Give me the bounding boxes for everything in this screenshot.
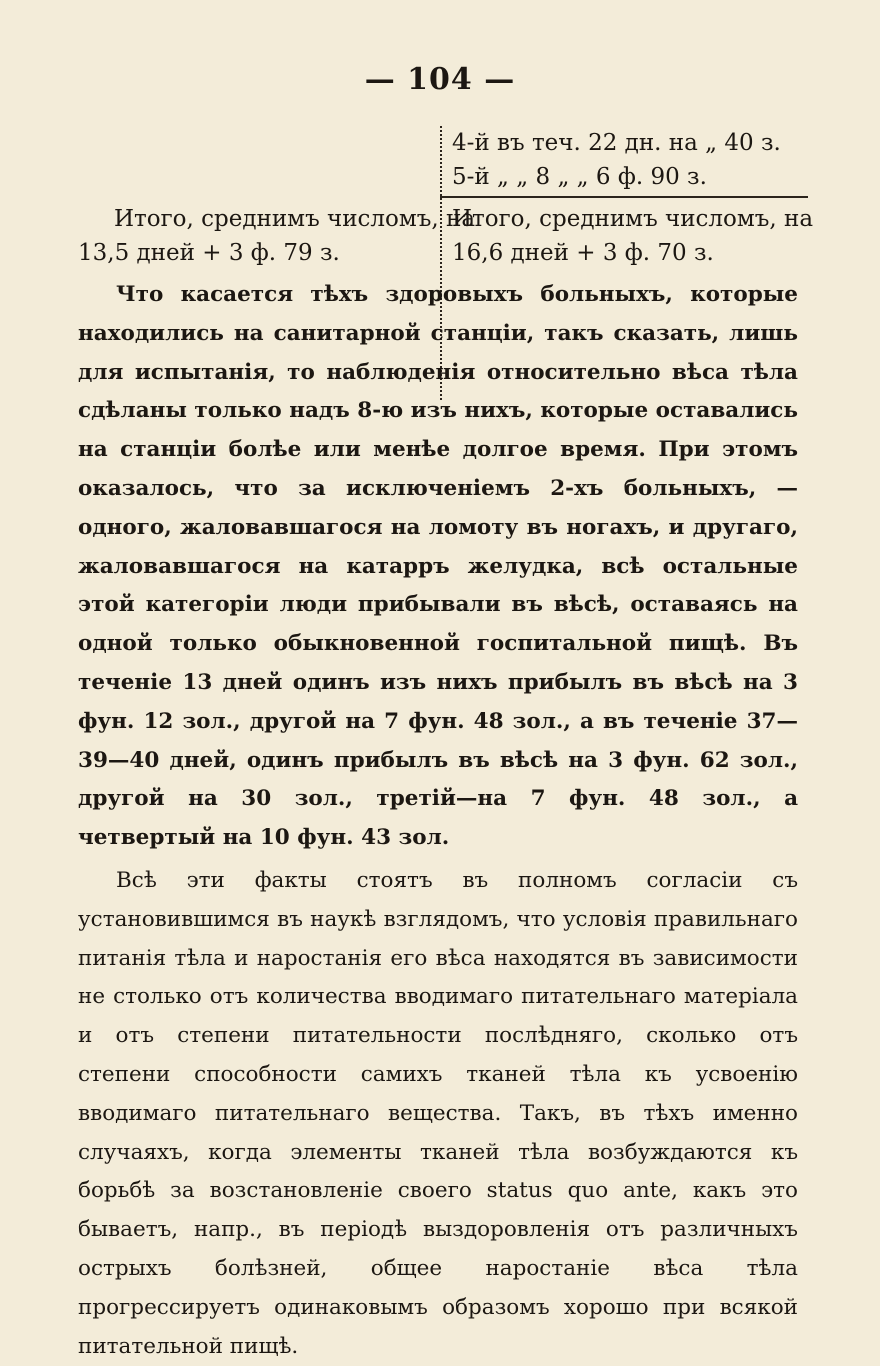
table-right-total-value: 16,6 дней + 3 ф. 70 з.: [452, 240, 714, 266]
table-sum-rule: [440, 196, 808, 198]
weight-table: [78, 122, 814, 270]
table-left-total-value: 13,5 дней + 3 ф. 79 з.: [78, 240, 340, 266]
page-number: — 104 —: [364, 62, 516, 97]
body-text: [78, 276, 798, 1366]
paragraph-2: Всѣ эти факты стоятъ въ полномъ согласіи съ установившимся въ наукѣ взглядомъ, что условія правильнаго питанія тѣла и наростанія его вѣса находятся въ зависимости не столько отъ количества вводимаго питательнаго матеріала и отъ степени питательности послѣдняго, сколько отъ степени способности самихъ тканей тѣла къ усвоенію вводимаго питательнаго вещества. Такъ, въ тѣхъ именно случаяхъ, когда элементы тканей тѣла возбуждаются къ борьбѣ за возстановленіе своего status quo ante, какъ это бываетъ, напр., въ періодѣ выздоровленія отъ различныхъ острыхъ болѣзней, общее наростаніе вѣса тѣла прогрессируетъ одинаковымъ образомъ хорошо при всякой питательной пищѣ.: [78, 867, 798, 1359]
paragraph-1: Что касается тѣхъ здоровыхъ больныхъ, которые находились на санитарной станціи, такъ сказать, лишь для испытанія, то наблюденія относительно вѣса тѣла сдѣланы только надъ 8-ю изъ нихъ, которые оставались на станціи болѣе или менѣе долгое время. При этомъ оказалось, что за исключеніемъ 2-хъ больныхъ, — одного, жаловавшагося на ломоту въ ногахъ, и другаго, жаловавшагося на катарръ желудка, всѣ остальные этой категоріи люди прибывали въ вѣсѣ, оставаясь на одной только обыкновенной госпитальной пищѣ. Въ теченіе 13 дней одинъ изъ нихъ прибылъ въ вѣсѣ на 3 фун. 12 зол., другой на 7 фун. 48 зол., а въ теченіе 37—39—40 дней, одинъ прибылъ въ вѣсѣ на 3 фун. 62 зол., другой на 30 зол., третій—на 7 фун. 48 зол., а четвертый на 10 фун. 43 зол.: [78, 282, 798, 851]
table-left-total-label: Итого, среднимъ числомъ, на: [114, 206, 476, 232]
table-right-total-label: Итого, среднимъ числомъ, на: [452, 206, 814, 232]
table-right-row-4: 4-й въ теч. 22 дн. на „ 40 з.: [452, 130, 781, 156]
table-right-row-5: 5-й „ „ 8 „ „ 6 ф. 90 з.: [452, 164, 707, 190]
